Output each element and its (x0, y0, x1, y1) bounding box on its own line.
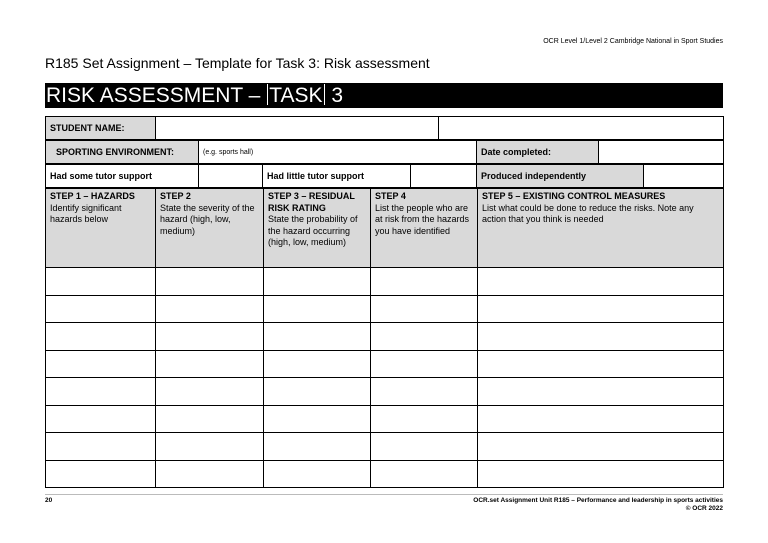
footer-divider (45, 494, 723, 495)
risk-cell-step-5[interactable] (478, 433, 724, 461)
step-2-header (156, 189, 264, 268)
risk-row (46, 295, 724, 323)
text-cursor-right (324, 84, 325, 105)
risk-cell-step-3[interactable] (264, 268, 371, 296)
risk-cell-step-1[interactable] (46, 295, 156, 323)
student-name-table (45, 116, 724, 140)
risk-cell-step-5[interactable] (478, 378, 724, 406)
risk-assessment-table (45, 188, 724, 488)
support-option-independent-checkbox[interactable] (644, 165, 724, 188)
steps-header-row (46, 189, 724, 268)
banner-text-part1: RISK ASSESSMENT – (46, 84, 267, 107)
sporting-environment-field[interactable]: (e.g. sports hall) (199, 141, 477, 164)
risk-cell-step-1[interactable] (46, 433, 156, 461)
support-option-some-label: Had some tutor support (46, 165, 199, 188)
section-banner (45, 83, 723, 108)
footer-text (473, 497, 723, 513)
step-description: Identify significant hazards below (50, 202, 122, 224)
step-title: STEP 2 (160, 191, 191, 201)
risk-cell-step-1[interactable] (46, 378, 156, 406)
risk-row (46, 323, 724, 351)
risk-cell-step-5[interactable] (478, 323, 724, 351)
risk-cell-step-5[interactable] (478, 460, 724, 488)
risk-cell-step-3[interactable] (264, 405, 371, 433)
risk-cell-step-2[interactable] (156, 323, 264, 351)
risk-cell-step-3[interactable] (264, 378, 371, 406)
banner-text-part2: TASK (269, 84, 323, 107)
risk-cell-step-5[interactable] (478, 405, 724, 433)
support-option-independent-label: Produced independently (477, 165, 644, 188)
support-level-table (45, 164, 724, 188)
risk-cell-step-4[interactable] (371, 350, 478, 378)
risk-cell-step-1[interactable] (46, 268, 156, 296)
environment-table (45, 140, 724, 164)
risk-cell-step-1[interactable] (46, 460, 156, 488)
risk-cell-step-5[interactable] (478, 295, 724, 323)
risk-row (46, 460, 724, 488)
risk-cell-step-2[interactable] (156, 378, 264, 406)
sporting-environment-label: SPORTING ENVIRONMENT: (46, 141, 199, 164)
student-name-label: STUDENT NAME: (46, 117, 156, 140)
step-description: List the people who are at risk from the hazards you have identified (375, 202, 470, 236)
student-name-field-extra[interactable] (439, 117, 724, 140)
risk-cell-step-4[interactable] (371, 295, 478, 323)
document-title: R185 Set Assignment – Template for Task 3: Risk assessment (45, 55, 430, 71)
footer-copyright: © OCR 2022 (685, 505, 723, 512)
support-option-little-label: Had little tutor support (263, 165, 411, 188)
risk-cell-step-1[interactable] (46, 350, 156, 378)
banner-text-part3: 3 (325, 84, 344, 107)
risk-cell-step-2[interactable] (156, 405, 264, 433)
step-description: State the probability of the hazard occurring (high, low, medium) (268, 214, 358, 247)
date-completed-field[interactable] (599, 141, 724, 164)
risk-cell-step-4[interactable] (371, 460, 478, 488)
risk-cell-step-4[interactable] (371, 405, 478, 433)
risk-cell-step-2[interactable] (156, 433, 264, 461)
risk-row (46, 433, 724, 461)
step-title: STEP 3 – RESIDUAL RISK RATING (268, 191, 355, 213)
risk-cell-step-3[interactable] (264, 460, 371, 488)
risk-cell-step-4[interactable] (371, 268, 478, 296)
risk-cell-step-1[interactable] (46, 323, 156, 351)
risk-cell-step-2[interactable] (156, 460, 264, 488)
risk-cell-step-5[interactable] (478, 268, 724, 296)
step-title: STEP 1 – HAZARDS (50, 191, 135, 201)
risk-cell-step-3[interactable] (264, 295, 371, 323)
risk-row (46, 378, 724, 406)
qualification-header: OCR Level 1/Level 2 Cambridge National in Sport Studies (543, 38, 723, 45)
step-5-header (478, 189, 724, 268)
risk-cell-step-1[interactable] (46, 405, 156, 433)
risk-cell-step-2[interactable] (156, 350, 264, 378)
risk-rows (46, 268, 724, 488)
support-option-little-checkbox[interactable] (411, 165, 477, 188)
student-name-field[interactable] (156, 117, 439, 140)
step-title: STEP 5 – EXISTING CONTROL MEASURES (482, 191, 666, 201)
risk-cell-step-3[interactable] (264, 433, 371, 461)
risk-cell-step-3[interactable] (264, 323, 371, 351)
step-3-header (264, 189, 371, 268)
risk-cell-step-2[interactable] (156, 295, 264, 323)
risk-row (46, 405, 724, 433)
risk-cell-step-4[interactable] (371, 433, 478, 461)
footer-unit: OCR.set Assignment Unit R185 – Performance and leadership in sports activities (473, 497, 723, 504)
page-number: 20 (45, 497, 53, 504)
risk-cell-step-2[interactable] (156, 268, 264, 296)
step-description: State the severity of the hazard (high, low, medium) (160, 202, 255, 236)
risk-cell-step-5[interactable] (478, 350, 724, 378)
risk-cell-step-4[interactable] (371, 323, 478, 351)
step-1-header (46, 189, 156, 268)
support-option-some-checkbox[interactable] (199, 165, 263, 188)
step-description: List what could be done to reduce the risks. Note any action that you think is needed (482, 202, 694, 224)
risk-cell-step-4[interactable] (371, 378, 478, 406)
step-title: STEP 4 (375, 191, 406, 201)
risk-row (46, 350, 724, 378)
date-completed-label: Date completed: (477, 141, 599, 164)
risk-cell-step-3[interactable] (264, 350, 371, 378)
risk-row (46, 268, 724, 296)
step-4-header (371, 189, 478, 268)
